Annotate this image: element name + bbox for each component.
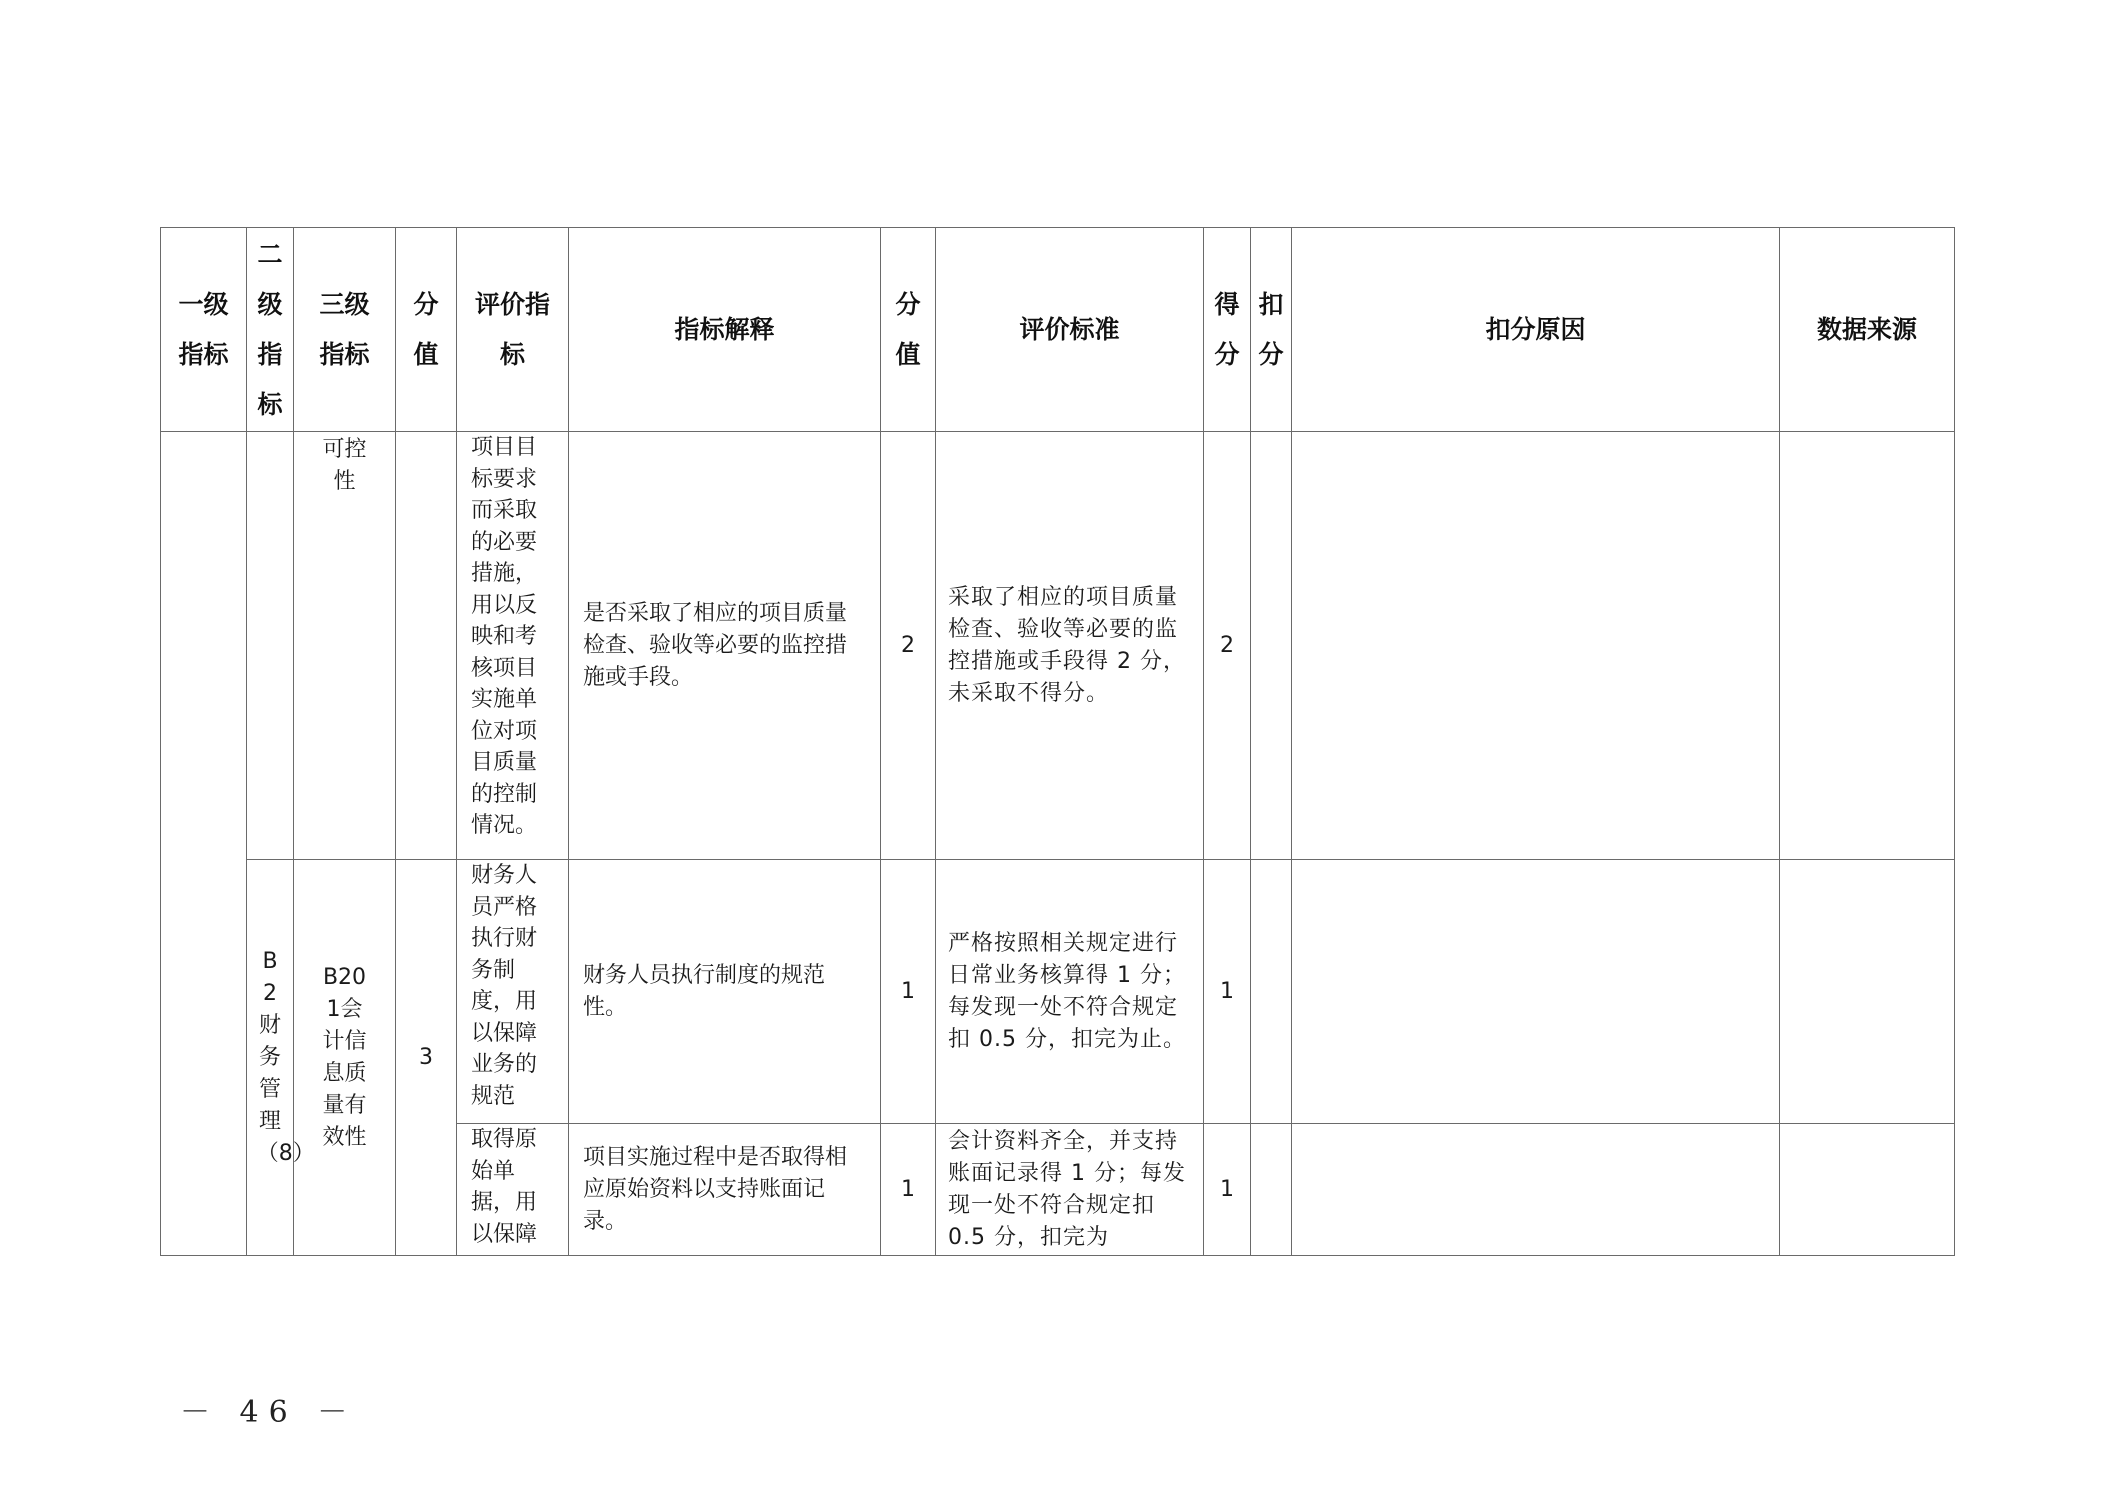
table-row (161, 432, 1955, 860)
deduct-cell (1251, 860, 1292, 1124)
header-score-b: 分值 (881, 228, 936, 432)
score-b-cell: 1 (881, 860, 936, 1124)
level2-cell (247, 432, 294, 860)
header-level2: 二级指标 (247, 228, 294, 432)
header-row (161, 228, 1955, 432)
source-cell (1780, 1124, 1955, 1256)
indicator-cell: 项目目标要求而采取的必要措施，用以反映和考核项目实施单位对项目质量的控制情况。 (457, 432, 569, 860)
got-cell: 1 (1204, 1124, 1251, 1256)
evaluation-table (160, 227, 1955, 1256)
criteria-cell: 严格按照相关规定进行日常业务核算得 1 分；每发现一处不符合规定扣 0.5 分，扣完为止。 (936, 860, 1204, 1124)
got-cell: 2 (1204, 432, 1251, 860)
header-got: 得分 (1204, 228, 1251, 432)
indicator-cell: 取得原始单据，用以保障 (457, 1124, 569, 1256)
header-level1: 一级指标 (161, 228, 247, 432)
header-source: 数据来源 (1780, 228, 1955, 432)
explanation-cell: 项目实施过程中是否取得相应原始资料以支持账面记录。 (569, 1124, 881, 1256)
header-level3: 三级指标 (294, 228, 396, 432)
page-number: － 46 － (180, 1395, 358, 1430)
deduct-cell (1251, 432, 1292, 860)
score-b-cell: 1 (881, 1124, 936, 1256)
reason-cell (1292, 432, 1780, 860)
criteria-cell: 采取了相应的项目质量检查、验收等必要的监控措施或手段得 2 分，未采取不得分。 (936, 432, 1204, 860)
level3-cell: 可控性 (294, 432, 396, 860)
header-deduct: 扣分 (1251, 228, 1292, 432)
reason-cell (1292, 1124, 1780, 1256)
explanation-cell: 财务人员执行制度的规范性。 (569, 860, 881, 1124)
explanation-cell: 是否采取了相应的项目质量检查、验收等必要的监控措施或手段。 (569, 432, 881, 860)
criteria-cell: 会计资料齐全，并支持账面记录得 1 分；每发现一处不符合规定扣 0.5 分，扣完为 (936, 1124, 1204, 1256)
score-a-cell: 3 (396, 860, 457, 1256)
level3-cell: B201会计信息质量有效性 (294, 860, 396, 1256)
header-explanation: 指标解释 (569, 228, 881, 432)
header-eval-indicator: 评价指标 (457, 228, 569, 432)
header-criteria: 评价标准 (936, 228, 1204, 432)
source-cell (1780, 860, 1955, 1124)
deduct-cell (1251, 1124, 1292, 1256)
level2-cell: B 2 财务管理（8） (247, 860, 294, 1256)
reason-cell (1292, 860, 1780, 1124)
header-score-a: 分值 (396, 228, 457, 432)
header-reason: 扣分原因 (1292, 228, 1780, 432)
got-cell: 1 (1204, 860, 1251, 1124)
score-b-cell: 2 (881, 432, 936, 860)
level1-cell (161, 432, 247, 1256)
score-a-cell (396, 432, 457, 860)
source-cell (1780, 432, 1955, 860)
table-row (161, 860, 1955, 1124)
indicator-cell: 财务人员严格执行财务制度，用以保障业务的规范 (457, 860, 569, 1124)
